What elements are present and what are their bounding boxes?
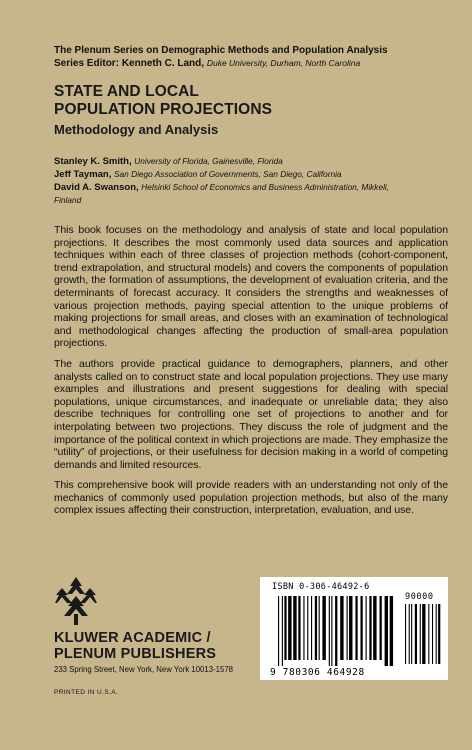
barcode-bar	[331, 596, 332, 666]
isbn-label: ISBN 0-306-46492-6	[272, 582, 370, 592]
author-affiliation: San Diego Association of Governments, San Diego, California	[114, 169, 342, 179]
barcode-bar	[347, 596, 348, 660]
author-entry	[54, 181, 464, 194]
barcode-bar	[298, 596, 300, 660]
book-title-line2: POPULATION PROJECTIONS	[54, 101, 273, 118]
series-info	[54, 44, 454, 70]
ean-barcode	[278, 596, 396, 666]
author-entry-continued	[54, 194, 464, 207]
barcode-bar	[322, 596, 325, 660]
printed-in: PRINTED IN U.S.A.	[54, 689, 119, 696]
barcode-bar	[428, 604, 429, 664]
barcode-bar	[311, 596, 312, 660]
author-entry	[54, 155, 464, 168]
barcode-bar	[335, 596, 337, 666]
book-subtitle: Methodology and Analysis	[54, 122, 219, 137]
kluwer-tree-logo-icon	[54, 576, 98, 626]
ean-digits: 9 780306 464928	[270, 667, 365, 678]
description-paragraph-2: The authors provide practical guidance to demographers, planners, and other analysts called on to construct state and local population projections. They use many examples and illustrations and present suggestions for dealing with special populations, unique circumstances, and inadequate or unreliable data; they also describe techniques for controlling one set of projections to another and for interpolating between two projections. They discuss the role of judgment and the importance of the political context in which projections are made. They emphasize the “utility” of projections, or their usefulness for decision making in a world of competing demands and limited resources.	[54, 357, 448, 471]
barcode-bar	[369, 596, 371, 660]
barcode-bar	[436, 604, 437, 664]
barcode-bar	[438, 604, 440, 664]
barcode-bar	[390, 596, 393, 666]
description-paragraph-3: This comprehensive book will provide readers with an understanding not only of the mechanics of commonly used population projection methods, but also of the many complex issues affecting their construction, interpretation, evaluation, and use.	[54, 479, 448, 517]
book-title	[54, 83, 454, 119]
barcode-bar	[411, 604, 412, 664]
barcode-bar	[284, 596, 286, 660]
publisher-address: 233 Spring Street, New York, New York 10013-1578	[54, 665, 234, 674]
barcode-bar	[405, 604, 406, 664]
publisher-name-line1: KLUWER ACADEMIC /	[54, 630, 211, 646]
barcode-bar	[278, 596, 279, 666]
barcode-bar	[432, 604, 433, 664]
addon-barcode	[405, 604, 443, 666]
description	[54, 224, 448, 525]
author-name: Jeff Tayman,	[54, 169, 112, 180]
series-editor-affiliation: Duke University, Durham, North Carolina	[206, 58, 361, 68]
barcode-bar	[307, 596, 308, 660]
publisher-info	[54, 630, 233, 674]
author-name: David A. Swanson,	[54, 182, 139, 193]
series-editor-name: Kenneth C. Land,	[121, 58, 205, 69]
author-entry	[54, 168, 464, 181]
barcode-bar	[420, 604, 421, 664]
author-name: Stanley K. Smith,	[54, 156, 132, 167]
barcode-bar	[329, 596, 330, 666]
publisher-name-line2: PLENUM PUBLISHERS	[54, 646, 217, 662]
author-affiliation: Helsinki School of Economics and Business Administration, Mikkeli,	[141, 182, 390, 192]
barcode-bar	[315, 596, 317, 660]
author-list	[54, 155, 464, 207]
barcode-bar	[288, 596, 291, 660]
price-addon-digits: 90000	[405, 592, 434, 602]
barcode-bar	[409, 604, 410, 664]
barcode-bar	[366, 596, 367, 660]
series-title: The Plenum Series on Demographic Methods and Population Analysis	[54, 45, 388, 56]
barcode-bar	[349, 596, 352, 660]
author-affiliation: University of Florida, Gainesville, Florida	[134, 156, 283, 166]
barcode-bar	[373, 596, 376, 660]
barcode-bar	[360, 596, 362, 660]
barcode-bar	[340, 596, 343, 660]
series-editor	[54, 57, 454, 70]
description-paragraph-1: This book focuses on the methodology and analysis of state and local population projections. It describes the most commonly used data sources and application techniques within each of three classes of projection methods (cohort-component, trend extrapolation, and structural models) and covers the components of population growth, the formation of assumptions, the development of evaluation criteria, and the determinants of forecast accuracy. It considers the strengths and weaknesses of various projection methods, paying special attention to the unique problems of making projections for small areas, and closes with an examination of technological and methodological changes affecting the production of small-area population projections.	[54, 224, 448, 350]
book-title-line1: STATE AND LOCAL	[54, 83, 200, 100]
barcode-bar	[319, 596, 320, 660]
barcode-bar	[415, 604, 417, 664]
barcode-bar	[282, 596, 283, 666]
barcode-bar	[385, 596, 388, 666]
barcode-bar	[422, 604, 425, 664]
author-affiliation-continued: Finland	[54, 195, 82, 205]
barcode-bar	[380, 596, 382, 660]
series-editor-label: Series Editor:	[54, 58, 120, 69]
barcode-bar	[355, 596, 357, 660]
barcode-bar	[293, 596, 296, 660]
barcode-bar	[303, 596, 304, 660]
